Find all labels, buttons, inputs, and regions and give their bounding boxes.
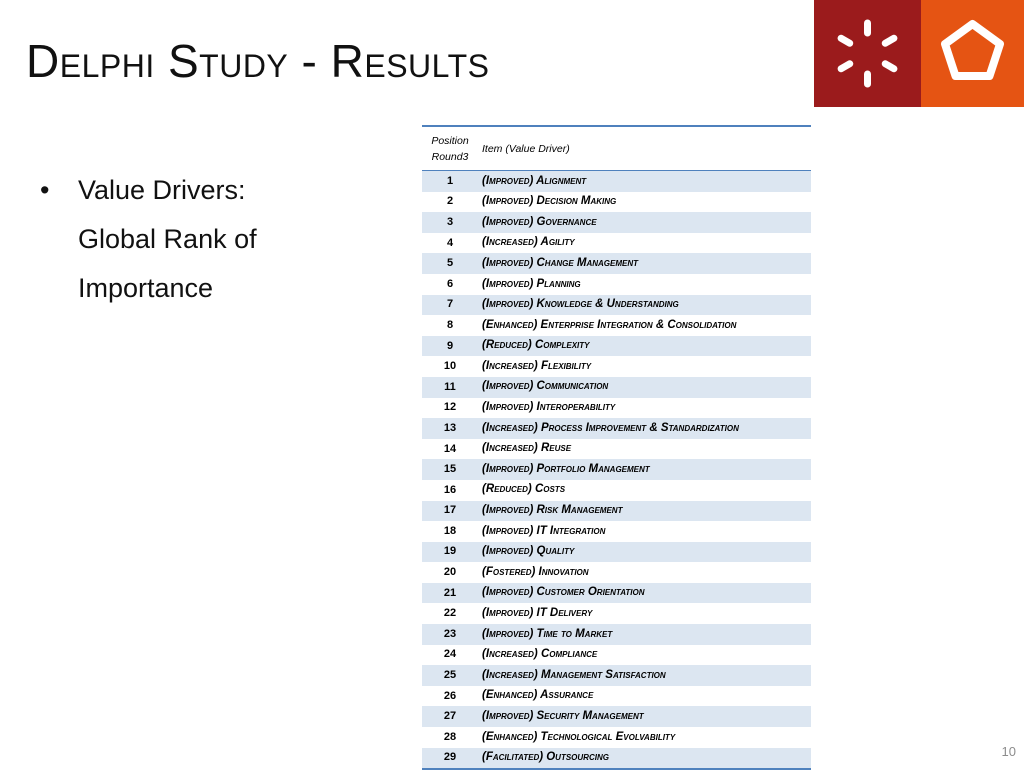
value-driver-item: (Improved) Knowledge & Understanding <box>478 295 811 316</box>
rank-position: 3 <box>422 212 478 233</box>
table-row <box>422 665 811 686</box>
table-row <box>422 315 811 336</box>
table-row <box>422 274 811 295</box>
rank-position: 26 <box>443 689 457 702</box>
rank-position: 17 <box>422 501 478 522</box>
table-row <box>422 748 811 770</box>
rank-position: 18 <box>443 524 457 537</box>
table-row <box>422 192 811 213</box>
value-driver-item: (Improved) Alignment <box>478 171 811 192</box>
rank-position: 1 <box>422 171 478 192</box>
asterisk-logo-icon <box>814 0 921 107</box>
value-driver-item: (Fostered) Innovation <box>482 565 589 578</box>
rank-position: 21 <box>422 583 478 604</box>
rank-position: 5 <box>422 253 478 274</box>
value-driver-item: (Enhanced) Technological Evolvability <box>482 730 676 743</box>
rank-position: 10 <box>443 360 457 373</box>
table-row <box>422 233 811 254</box>
slide-title: Delphi Study - Results <box>26 35 490 87</box>
value-driver-item: (Reduced) Complexity <box>478 336 811 357</box>
table-row <box>422 645 811 666</box>
rank-position: 12 <box>443 401 457 414</box>
value-driver-item: (Improved) Quality <box>478 542 811 563</box>
rank-position: 24 <box>443 648 457 661</box>
table-row <box>422 295 811 316</box>
rank-position: 11 <box>422 377 478 398</box>
position-header: Position Round3 <box>422 126 478 171</box>
table-row <box>422 562 811 583</box>
item-header: Item (Value Driver) <box>478 126 811 171</box>
rank-position: 22 <box>443 607 457 620</box>
value-driver-item: (Enhanced) Assurance <box>482 689 594 702</box>
rank-position: 29 <box>422 748 478 770</box>
value-driver-item: (Improved) Security Management <box>478 706 811 727</box>
pentagon-logo-icon <box>921 0 1024 107</box>
table-row <box>422 727 811 748</box>
rank-position: 2 <box>446 195 454 208</box>
value-driver-item: (Increased) Agility <box>482 236 575 249</box>
table-row <box>422 253 811 274</box>
rank-position: 28 <box>443 730 457 743</box>
table-row <box>422 542 811 563</box>
table-header-row <box>422 126 811 171</box>
value-driver-item: (Improved) Governance <box>478 212 811 233</box>
rank-position: 25 <box>422 665 478 686</box>
rank-position: 27 <box>422 706 478 727</box>
value-driver-item: (Improved) Communication <box>478 377 811 398</box>
table-row <box>422 212 811 233</box>
table-row <box>422 501 811 522</box>
table-row <box>422 398 811 419</box>
table-row <box>422 459 811 480</box>
value-driver-item: (Enhanced) Enterprise Integration & Consolidation <box>482 318 737 331</box>
bullet-text: Value Drivers: Global Rank of Importance <box>78 175 257 303</box>
rank-position: 19 <box>422 542 478 563</box>
value-driver-item: (Improved) Decision Making <box>482 195 617 208</box>
page-number: 10 <box>1001 744 1016 759</box>
value-driver-item: (Improved) Customer Orientation <box>478 583 811 604</box>
value-driver-item: (Increased) Process Improvement & Standardization <box>478 418 811 439</box>
rank-position: 23 <box>422 624 478 645</box>
rank-position: 15 <box>422 459 478 480</box>
rank-position: 7 <box>422 295 478 316</box>
rank-position: 8 <box>446 318 454 331</box>
table-row <box>422 686 811 707</box>
table-row <box>422 583 811 604</box>
rank-position: 4 <box>446 236 454 249</box>
value-driver-item: (Improved) IT Integration <box>482 524 606 537</box>
school-logo <box>921 0 1024 107</box>
rank-position: 9 <box>422 336 478 357</box>
value-driver-item: (Improved) IT Delivery <box>482 607 593 620</box>
table-row <box>422 418 811 439</box>
value-driver-item: (Improved) Interoperability <box>482 401 616 414</box>
table-row <box>422 336 811 357</box>
value-driver-item: (Improved) Portfolio Management <box>478 459 811 480</box>
value-drivers-table <box>422 125 811 770</box>
table-row <box>422 521 811 542</box>
table-row <box>422 480 811 501</box>
value-driver-item: (Improved) Time to Market <box>478 624 811 645</box>
rank-position: 16 <box>443 483 457 496</box>
value-driver-item: (Facilitated) Outsourcing <box>478 748 811 770</box>
value-driver-item: (Improved) Planning <box>482 277 581 290</box>
value-driver-item: (Increased) Reuse <box>482 442 572 455</box>
value-driver-item: (Increased) Compliance <box>482 648 598 661</box>
rank-position: 20 <box>443 566 457 579</box>
value-driver-item: (Increased) Management Satisfaction <box>478 665 811 686</box>
table-row <box>422 356 811 377</box>
rank-position: 6 <box>446 277 454 290</box>
university-logo <box>814 0 921 107</box>
bullet-point <box>40 166 300 313</box>
table-row <box>422 439 811 460</box>
rank-position: 14 <box>443 442 457 455</box>
table-row <box>422 624 811 645</box>
rank-position: 13 <box>422 418 478 439</box>
table-row <box>422 603 811 624</box>
table-row <box>422 171 811 192</box>
bullet-marker: • <box>40 175 50 205</box>
table-row <box>422 377 811 398</box>
value-driver-item: (Increased) Flexibility <box>482 359 592 372</box>
value-driver-item: (Reduced) Costs <box>482 483 566 496</box>
value-driver-item: (Improved) Change Management <box>478 253 811 274</box>
value-driver-item: (Improved) Risk Management <box>478 501 811 522</box>
table-row <box>422 706 811 727</box>
